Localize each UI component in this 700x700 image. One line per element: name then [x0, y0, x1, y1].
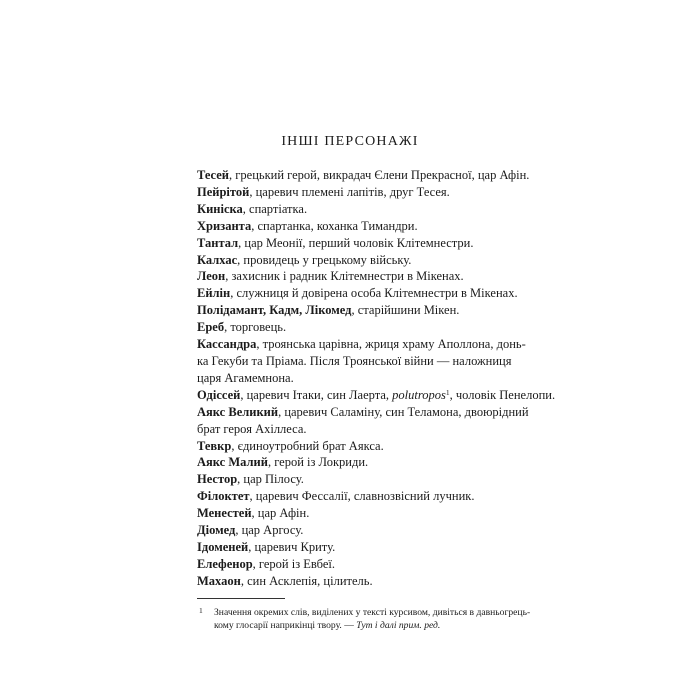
character-description: , царевич Фессалії, славнозвісний лучник. [249, 489, 475, 504]
character-name: Менестей [197, 506, 252, 521]
character-description: , царевич Ітаки, син Лаерта, [240, 387, 393, 402]
list-item [197, 268, 537, 285]
character-description: , царевич Криту. [248, 539, 336, 554]
character-name: Нестор [197, 472, 238, 487]
footnote-line [197, 619, 537, 632]
page-title: ІНШІ ПЕРСОНАЖІ [281, 134, 419, 149]
character-name: Аякс Великий [197, 404, 279, 419]
character-name: Аякс Малий [197, 455, 268, 470]
list-item [197, 167, 537, 184]
list-item [197, 235, 537, 252]
character-name: Тесей [197, 168, 230, 182]
list-item [197, 488, 537, 505]
character-name: Леон [197, 269, 226, 284]
character-description: , троянська царівна, жриця храму Аполлона, донь- [256, 337, 526, 352]
character-name: Ереб [197, 320, 225, 335]
list-item [197, 539, 537, 556]
character-list [197, 167, 556, 590]
character-name: Тантал [197, 235, 239, 250]
list-item [197, 218, 537, 235]
character-description: , спартанка, коханка Тимандри. [251, 218, 418, 233]
list-item [197, 302, 537, 319]
character-name: Хризанта [197, 218, 252, 233]
character-description: , цар Меонії, перший чоловік Клітемнестри. [238, 235, 474, 250]
list-item [197, 556, 537, 573]
character-name: Одіссей [197, 387, 241, 402]
list-item [197, 438, 537, 455]
list-item [197, 336, 537, 387]
character-name: Діомед [197, 523, 236, 538]
character-description: , захисник і радник Клітемнестри в Мікенах. [225, 269, 464, 284]
character-description: , царевич племені лапітів, друг Тесея. [249, 184, 450, 199]
character-description: , служниця й довірена особа Клітемнестри в Мікенах. [230, 286, 518, 301]
character-name: Пейрітой [197, 184, 250, 199]
list-item [197, 454, 537, 471]
character-description: , єдиноутробний брат Аякса. [231, 438, 384, 453]
character-description: , цар Афін. [251, 506, 310, 521]
list-item [197, 387, 556, 404]
epithet: polutropos [392, 387, 446, 402]
character-name: Ідоменей [197, 539, 249, 554]
character-name: Калхас [197, 252, 238, 267]
list-item [197, 404, 537, 438]
entry-continuation: брат героя Ахіллеса. [197, 421, 307, 436]
character-name: Полідамант, Кадм, Лікомед [197, 303, 352, 318]
character-name: Філоктет [197, 489, 250, 504]
character-description: , син Асклепія, цілитель. [240, 573, 373, 588]
character-description: , цар Аргосу. [235, 523, 304, 538]
list-item [197, 285, 537, 302]
character-description: , царевич Саламіну, син Теламона, двоюрідний [278, 404, 529, 419]
character-description: , герой із Евбеї. [252, 556, 335, 571]
footnote-italic-note: Тут і далі прим. ред. [356, 620, 441, 631]
list-item [197, 573, 537, 590]
character-description: , старійшини Мікен. [351, 303, 460, 318]
entry-line [197, 404, 537, 421]
entry-continuation: царя Агамемнона. [197, 370, 294, 385]
footnote-reference[interactable]: 1 [445, 387, 450, 397]
character-name: Ейлін [197, 286, 231, 301]
character-description: , грецький герой, викрадач Єлени Прекрасної, цар Афін. [229, 168, 530, 182]
footnote-divider [197, 598, 285, 599]
entry-line [197, 336, 537, 353]
list-item [197, 184, 537, 201]
character-description: , торговець. [224, 320, 287, 335]
footnote-number: 1 [199, 606, 203, 615]
character-description: , провидець у грецькому війську. [237, 252, 412, 267]
list-item [197, 252, 537, 269]
footnote-text: кому глосарії наприкінці твору. — [214, 620, 357, 631]
list-item [197, 201, 537, 218]
character-description: , цар Пілосу. [237, 472, 304, 487]
list-item [197, 319, 537, 336]
character-description: , спартіатка. [242, 201, 308, 216]
footnote-line: Значення окремих слів, виділених у тексті курсивом, дивіться в давньогрець- [214, 607, 531, 618]
character-name: Махаон [197, 573, 241, 588]
list-item [197, 522, 537, 539]
list-item [197, 505, 537, 522]
character-name: Кассандра [197, 337, 257, 352]
footnote [197, 606, 537, 632]
character-name: Киніска [197, 201, 243, 216]
entry-continuation: ка Гекуби та Пріама. Після Троянської війни — наложниця [197, 353, 512, 368]
character-name: Тевкр [197, 438, 232, 453]
character-name: Елефенор [197, 556, 253, 571]
character-description: , герой із Локриди. [267, 455, 369, 470]
list-item [197, 471, 537, 488]
character-description: , чоловік Пенелопи. [449, 387, 556, 402]
